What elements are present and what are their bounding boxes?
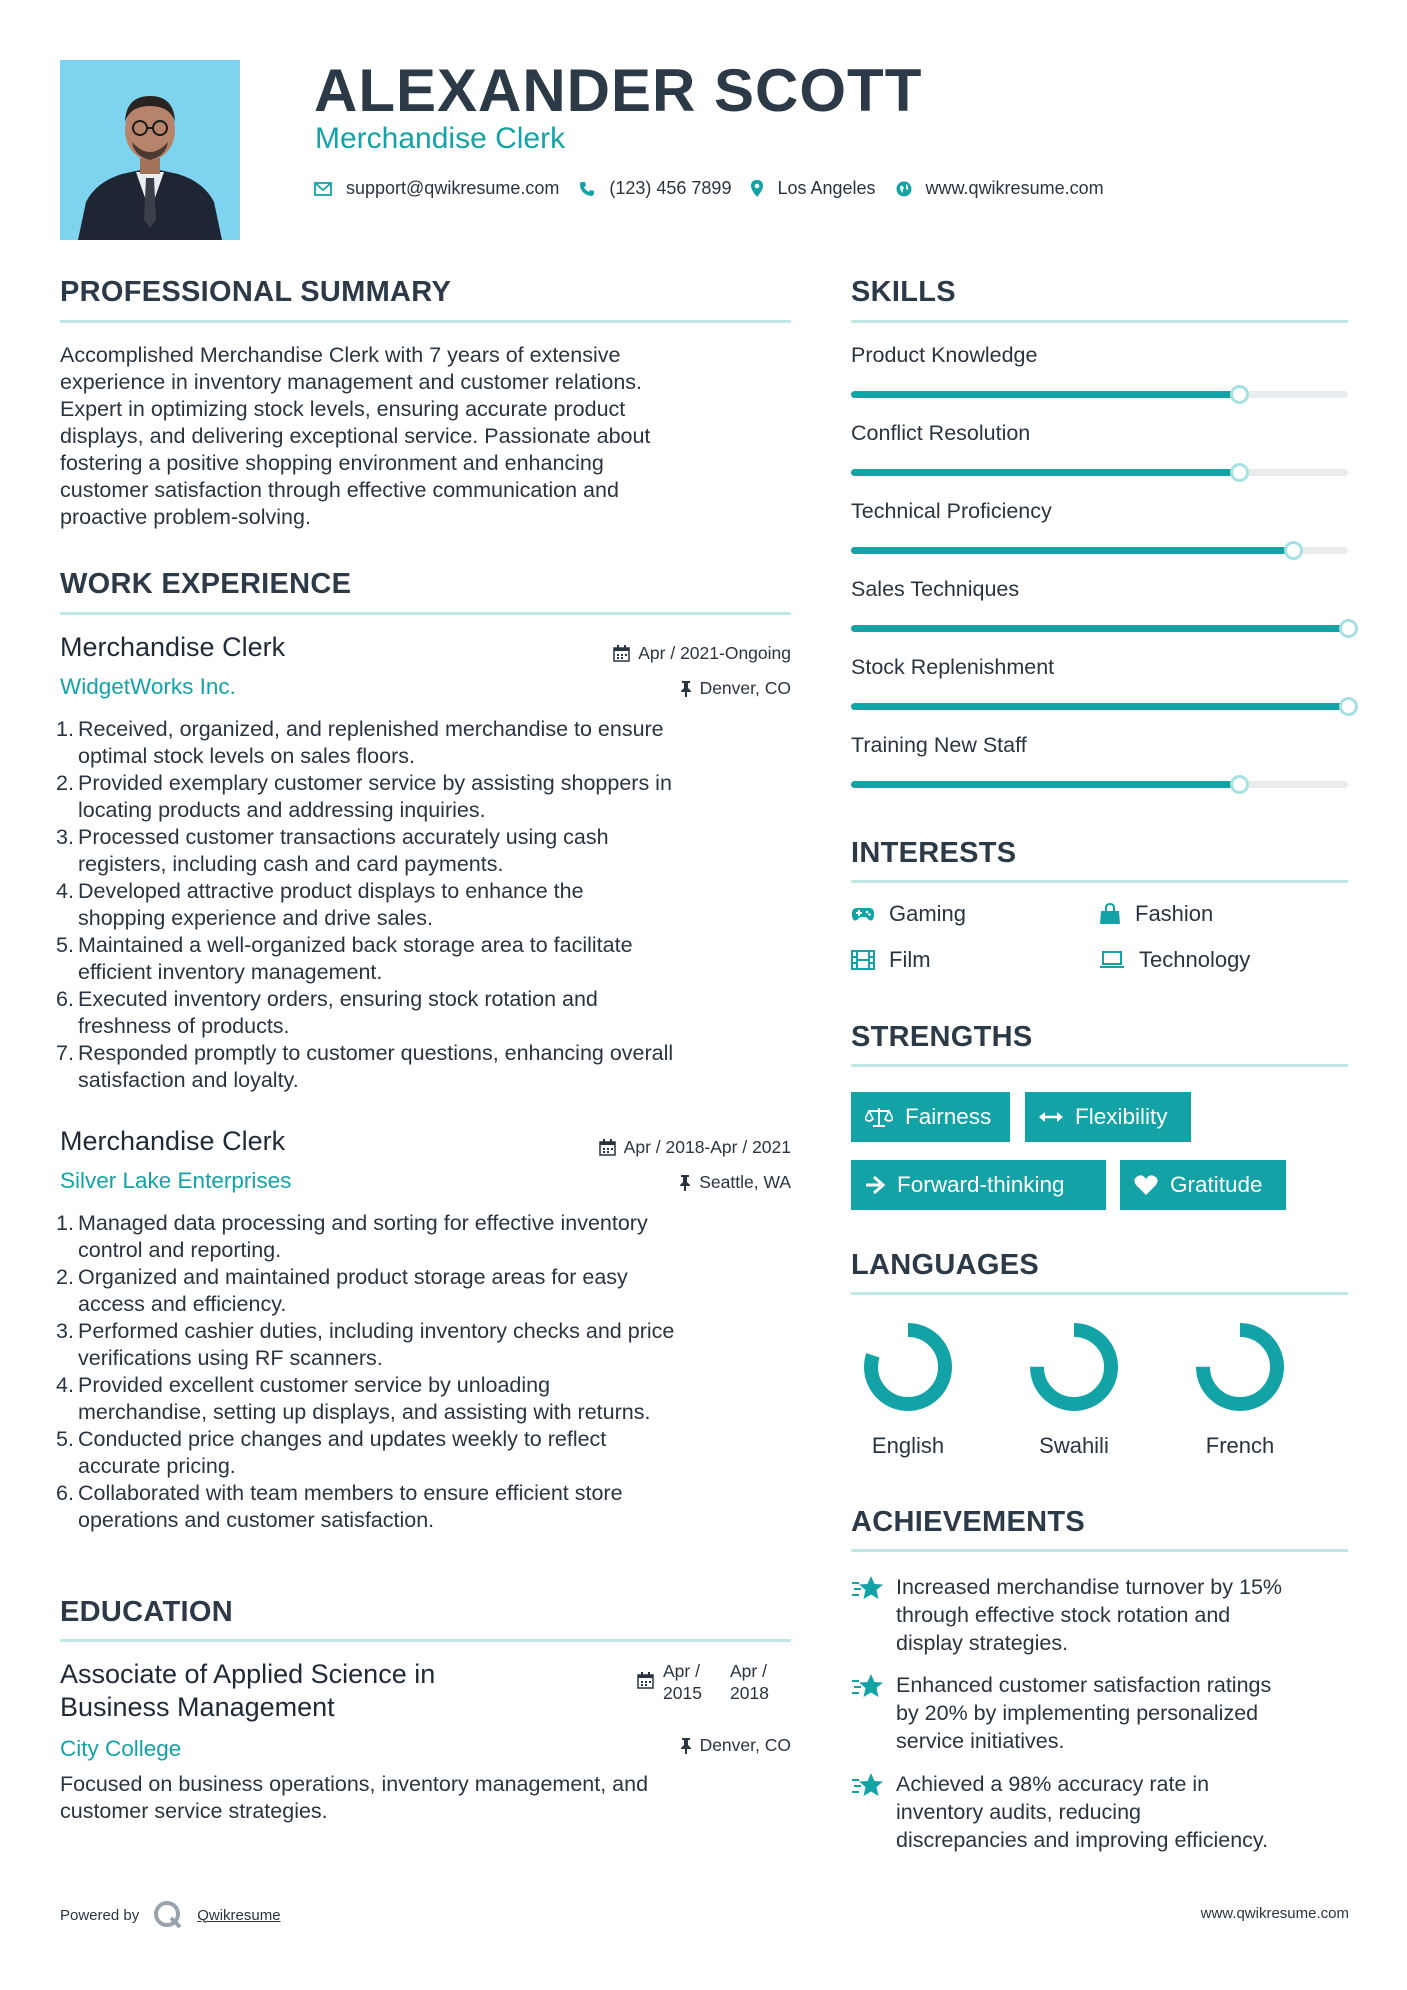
language-ring-arc — [871, 1330, 945, 1404]
education-location — [680, 1735, 791, 1756]
strengths-divider — [851, 1064, 1348, 1067]
list-item: 7. Responded promptly to customer questions, enhancing overall satisfaction and loyalty. — [56, 1041, 674, 1092]
candidate-name: ALEXANDER SCOTT — [314, 57, 923, 124]
language-label: English — [871, 1433, 945, 1458]
contact-bar — [314, 178, 1124, 199]
language-label: French — [1205, 1433, 1275, 1458]
skill-bar-fill — [851, 391, 1239, 398]
map-pin-icon — [751, 180, 763, 197]
education-heading: EDUCATION — [60, 1596, 233, 1628]
summary-line: fostering a positive shopping environment and enhancing — [60, 451, 604, 475]
skill-bar-track — [851, 469, 1348, 476]
pin-icon — [679, 1174, 691, 1191]
list-item: 2. Provided exemplary customer service by assisting shoppers in locating products and addressing inquiries. — [56, 771, 672, 822]
education-divider — [60, 1639, 791, 1642]
skill-bar-knob — [1230, 775, 1249, 794]
person-portrait-icon — [60, 60, 240, 240]
job-dates — [599, 1137, 791, 1158]
skill-bar-knob — [1339, 697, 1358, 716]
interest-item: Fashion — [1099, 901, 1213, 927]
skill-label: Sales Techniques — [851, 577, 1020, 601]
footer-powered-by: Powered by Qwikresume — [60, 1900, 281, 1930]
job-title: Merchandise Clerk — [60, 1126, 286, 1156]
achievements-heading: ACHIEVEMENTS — [851, 1506, 1086, 1538]
skill-bar-track — [851, 547, 1348, 554]
email-text: support@qwikresume.com — [346, 178, 560, 198]
contact-email[interactable] — [314, 178, 559, 199]
company-name: Silver Lake Enterprises — [60, 1168, 292, 1193]
phone-text: (123) 456 7899 — [609, 178, 732, 198]
languages-heading: LANGUAGES — [851, 1249, 1039, 1281]
footer-website[interactable]: www.qwikresume.com — [1200, 1905, 1349, 1922]
film-icon — [851, 950, 875, 970]
calendar-icon — [613, 645, 630, 662]
language-ring-arc — [1203, 1330, 1277, 1404]
website-text: www.qwikresume.com — [925, 178, 1104, 198]
degree-title: Associate of Applied Science in Business Management — [60, 1659, 436, 1722]
skill-label: Training New Staff — [851, 733, 1027, 757]
skill-bar-fill — [851, 703, 1348, 710]
job-location-text: Denver, CO — [699, 678, 791, 698]
skill-bar-knob — [1230, 385, 1249, 404]
contact-location — [751, 178, 875, 199]
candidate-role: Merchandise Clerk — [315, 122, 566, 155]
list-item: 3. Processed customer transactions accurately using cash registers, including cash and card payments. — [56, 825, 609, 876]
skill-bar-knob — [1230, 463, 1249, 482]
work-divider — [60, 612, 791, 615]
interest-item: Film — [851, 947, 931, 973]
summary-line: Expert in optimizing stock levels, ensuring accurate product — [60, 397, 626, 421]
skill-label: Stock Replenishment — [851, 655, 1055, 679]
interest-item: Gaming — [851, 901, 966, 927]
education-location-text: Denver, CO — [699, 1735, 791, 1755]
summary-line: experience in inventory management and customer relations. — [60, 370, 643, 394]
strength-badge: Fairness — [851, 1092, 1010, 1142]
trophy-star-icon — [851, 1573, 896, 1657]
list-item: 5. Maintained a well-organized back storage area to facilitate efficient inventory management. — [56, 933, 633, 984]
skill-label: Technical Proficiency — [851, 499, 1052, 523]
qwikresume-link[interactable]: Qwikresume — [197, 1906, 281, 1924]
language-ring — [853, 1312, 963, 1422]
interests-heading: INTERESTS — [851, 837, 1017, 869]
pin-icon — [680, 1737, 692, 1754]
skill-bar-track — [851, 625, 1348, 632]
calendar-icon — [637, 1672, 654, 1689]
language-label: Swahili — [1039, 1433, 1109, 1458]
education-calendar — [637, 1672, 662, 1689]
envelope-icon — [314, 182, 332, 196]
contact-website[interactable] — [896, 178, 1104, 199]
language-ring — [1019, 1312, 1129, 1422]
list-item: 4. Developed attractive product displays to enhance the shopping experience and drive sales. — [56, 879, 584, 930]
list-item: 5. Conducted price changes and updates weekly to reflect accurate pricing. — [56, 1427, 607, 1478]
skill-bar-track — [851, 703, 1348, 710]
arrows-horizontal-icon — [1039, 1111, 1063, 1123]
interests-divider — [851, 880, 1348, 883]
job-title: Merchandise Clerk — [60, 632, 286, 662]
list-item: 6. Executed inventory orders, ensuring stock rotation and freshness of products. — [56, 987, 598, 1038]
education-description: Focused on business operations, inventory management, and customer service strategies. — [60, 1772, 649, 1823]
job-location — [679, 1172, 791, 1193]
heart-icon — [1134, 1174, 1158, 1196]
work-heading: WORK EXPERIENCE — [60, 568, 352, 600]
list-item: 6. Collaborated with team members to ensure efficient store operations and customer satisfaction. — [56, 1481, 623, 1532]
strength-badge: Forward-thinking — [851, 1160, 1106, 1210]
skill-bar-fill — [851, 469, 1239, 476]
skill-label: Conflict Resolution — [851, 421, 1031, 445]
company-name: WidgetWorks Inc. — [60, 674, 236, 699]
skill-bar-fill — [851, 547, 1293, 554]
phone-icon — [579, 181, 595, 197]
achievement-item: Achieved a 98% accuracy rate in inventory audits, reducing discrepancies and improving efficiency. — [851, 1770, 1351, 1854]
skill-bar-track — [851, 781, 1348, 788]
job-location-text: Seattle, WA — [699, 1172, 791, 1192]
achievements-divider — [851, 1549, 1348, 1552]
summary-line: proactive problem-solving. — [60, 505, 311, 529]
list-item: 3. Performed cashier duties, including inventory checks and price verifications using RF scanners. — [56, 1319, 675, 1370]
school-name: City College — [60, 1736, 182, 1761]
skill-bar-track — [851, 391, 1348, 398]
job-location — [680, 678, 791, 699]
location-text: Los Angeles — [777, 178, 876, 198]
list-item: 2. Organized and maintained product storage areas for easy access and efficiency. — [56, 1265, 628, 1316]
skills-heading: SKILLS — [851, 276, 956, 308]
arrow-right-icon — [865, 1176, 885, 1194]
contact-phone[interactable] — [579, 178, 731, 199]
education-start-date: Apr / 2015 — [663, 1661, 702, 1703]
skill-bar-knob — [1339, 619, 1358, 638]
pin-icon — [680, 680, 692, 697]
skill-label: Product Knowledge — [851, 343, 1038, 367]
strength-badge: Gratitude — [1120, 1160, 1286, 1210]
summary-line: displays, and delivering exceptional service. Passionate about — [60, 424, 651, 448]
trophy-star-icon — [851, 1671, 896, 1755]
summary-divider — [60, 320, 791, 323]
calendar-icon — [599, 1139, 616, 1156]
summary-line: customer satisfaction through effective communication and — [60, 478, 619, 502]
laptop-icon — [1099, 951, 1125, 969]
qwikresume-logo-icon — [153, 1900, 183, 1930]
achievement-item: Enhanced customer satisfaction ratings by 20% by implementing personalized service initiatives. — [851, 1671, 1351, 1755]
skill-bar-knob — [1284, 541, 1303, 560]
interest-item: Technology — [1099, 947, 1250, 973]
job-duties-list — [56, 716, 800, 1094]
language-ring — [1185, 1312, 1295, 1422]
language-ring-arc — [1037, 1330, 1111, 1404]
achievement-item: Increased merchandise turnover by 15% through effective stock rotation and display strategies. — [851, 1573, 1351, 1657]
list-item: 1. Received, organized, and replenished merchandise to ensure optimal stock levels on sales floors. — [56, 717, 664, 768]
skill-bar-fill — [851, 625, 1348, 632]
strength-badge: Flexibility — [1025, 1092, 1191, 1142]
scale-icon — [865, 1106, 893, 1128]
summary-text — [60, 342, 780, 531]
summary-line: Accomplished Merchandise Clerk with 7 years of extensive — [60, 343, 621, 367]
list-item: 1. Managed data processing and sorting for effective inventory control and reporting. — [56, 1211, 648, 1262]
job-dates-text: Apr / 2021-Ongoing — [638, 643, 791, 663]
list-item: 4. Provided excellent customer service by unloading merchandise, setting up displays, and assisting with returns. — [56, 1373, 651, 1424]
bag-icon — [1099, 903, 1121, 925]
job-dates — [613, 643, 791, 664]
globe-icon — [896, 181, 912, 197]
profile-photo — [60, 60, 240, 240]
education-end-date: Apr / 2018 — [730, 1661, 769, 1703]
job-duties-list — [56, 1210, 800, 1534]
job-dates-text: Apr / 2018-Apr / 2021 — [623, 1137, 791, 1157]
gamepad-icon — [851, 906, 875, 922]
languages-divider — [851, 1292, 1348, 1295]
trophy-star-icon — [851, 1770, 896, 1854]
strengths-heading: STRENGTHS — [851, 1021, 1033, 1053]
skill-bar-fill — [851, 781, 1239, 788]
skills-divider — [851, 320, 1348, 323]
summary-heading: PROFESSIONAL SUMMARY — [60, 276, 452, 308]
